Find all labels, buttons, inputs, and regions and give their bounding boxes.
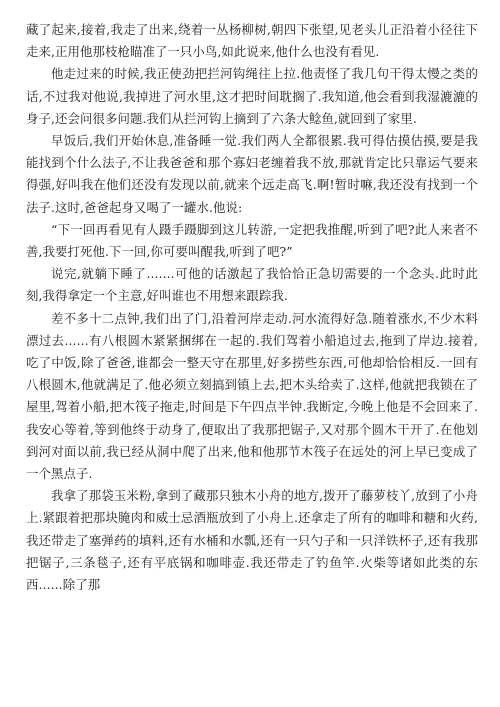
paragraph-2: 他走过来的时候,我正使劲把拦河钩绳往上拉.他责怪了我几句干得太慢之类的话,不过我对他说,我掉进了河水里,这才把时间耽搁了.我知道,他会看到我湿漉漉的身子,还会问很多问题.我们从拦河钩上摘到了六条大鲶鱼,就回到了家里.: [26, 66, 478, 126]
paragraph-6: 差不多十二点钟,我们出了门,沿着河岸走动.河水流得好急.随着涨水,不少木料漂过去......有八根圆木紧紧捆绑在一起的.我们驾着小船追过去,拖到了岸边.接着,吃了中饭,除了爸爸,谁都会一整天守在那里,好多捞些东西,可他却恰恰相反.一回有八根圆木,他就满足了.他必须立刻搞到镇上去,把木头给卖了.这样,他就把我锁在了屋里,驾着小船,把木筏子拖走,时间是下午四点半钟.我断定,今晚上他是不会回来了.我安心等着,等到他终于动身了,便取出了我那把锯子,又对那个圆木干开了.在他划到河对面以前,我已经从洞中爬了出来,他和他那节木筏子在远处的河上早已变成了一个黑点子.: [26, 310, 478, 482]
paragraph-4: “下一回再看见有人蹑手蹑脚到这儿转游,一定把我推醒,听到了吧?此人来者不善,我要打死他.下一回,你可要叫醒我,听到了吧?”: [26, 221, 478, 260]
paragraph-5: 说完,就躺下睡了.......可他的话激起了我恰恰正急切需要的一个念头.此时此刻,我得拿定一个主意,好叫谁也不用想来跟踪我.: [26, 266, 478, 304]
paragraph-3: 早饭后,我们开始休息,准备睡一觉.我们两人全都很累.我可得估摸估摸,要是我能找到个什么法子,不让我爸爸和那个寡妇老缠着我不放,那就肯定比只靠运气要来得强,好叫我在他们还没有发现以前,就来个远走高飞.啊!暂时嘛,我还没有找到一个法子.这时,爸爸起身又喝了一罐水.他说:: [26, 133, 478, 215]
document-page: [26, 19, 478, 596]
paragraph-7: 我拿了那袋玉米粉,拿到了藏那只独木小舟的地方,拨开了藤萝枝丫,放到了小舟上.紧跟着把那块腌肉和威士忌酒瓶放到了小舟上.还拿走了所有的咖啡和糖和火药,我还带走了塞弹药的填料,还有水桶和水瓢,还有一只勺子和一只洋铁杯子,还有我那把锯子,三条毯子,还有平底锅和咖啡壶.我还带走了钓鱼竿.火柴等诸如此类的东西......除了那: [26, 488, 478, 593]
paragraph-1: 藏了起来,接着,我走了出来,绕着一丛杨柳树,朝四下张望,见老头儿正沿着小径往下走来,正用他那枝枪瞄准了一只小鸟,如此说来,他什么也没有看见.: [26, 22, 478, 60]
